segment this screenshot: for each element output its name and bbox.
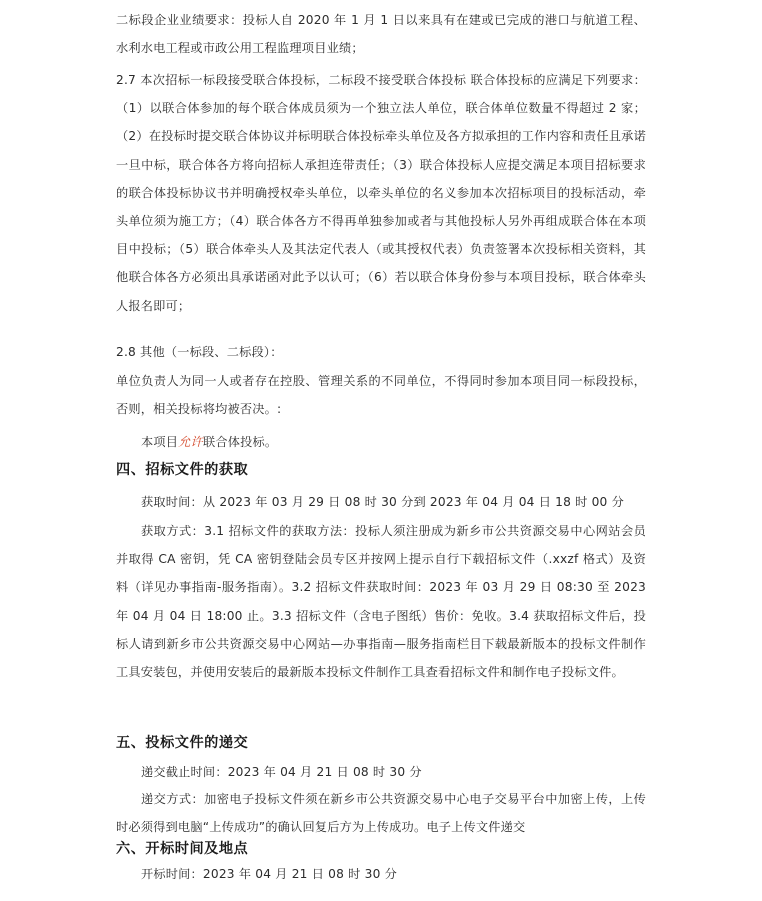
obtain-time-paragraph: 获取时间：从 2023 年 03 月 29 日 08 时 30 分到 2023 年 04 月 04 日 18 时 00 分 bbox=[141, 495, 624, 509]
open-time-paragraph: 开标时间：2023 年 04 月 21 日 08 时 30 分 bbox=[141, 867, 397, 881]
section-6-heading: 六、开标时间及地点 bbox=[116, 841, 249, 857]
consortium-allowed-line bbox=[116, 428, 646, 456]
section-2-8-body: 单位负责人为同一人或者存在控股、管理关系的不同单位，不得同时参加本项目同一标段投标，否则，相关投标将均被否决。: bbox=[116, 374, 646, 417]
section-2-8-title: 2.8 其他（一标段、二标段）： bbox=[116, 345, 283, 359]
obtain-method-paragraph: 获取方式：3.1 招标文件的获取方法：投标人须注册成为新乡市公共资源交易中心网站会员并取得 CA 密钥，凭 CA 密钥登陆会员专区并按网上提示自行下载招标文件（.xxzf 格式）及资料（详见办事指南-服务指南）。3.2 招标文件获取时间：2023 年 03 月 29 日 08:30 至 2023 年 04 月 04 日 18:00 止。3.3 招标文件（含电子图纸）售价：免收。3.4 获取招标文件后，投标人请到新乡市公共资源交易中心网站—办事指南—服务指南栏目下载最新版本的投标文件制作工具安装包，并使用安装后的最新版本投标文件制作工具查看招标文件和制作电子投标文件。 bbox=[116, 524, 646, 680]
section-2-7-paragraph: 2.7 本次招标一标段接受联合体投标，二标段不接受联合体投标 联合体投标的应满足下列要求：（1）以联合体参加的每个联合体成员须为一个独立法人单位，联合体单位数量不得超过 2 家；（2）在投标时提交联合体协议并标明联合体投标牵头单位及各方拟承担的工作内容和责任且承诺一旦中标，联合体各方将向招标人承担连带责任；（3）联合体投标人应提交满足本项目招标要求的联合体投标协议书并明确授权牵头单位，以牵头单位的名义参加本次招标项目的投标活动，牵头单位须为施工方；（4）联合体各方不得再单独参加或者与其他投标人另外再组成联合体在本项目中投标；（5）联合体牵头人及其法定代表人（或其授权代表）负责签署本次投标相关资料，其他联合体各方必须出具承诺函对此予以认可；（6）若以联合体身份参与本项目投标，联合体牵头人报名即可； bbox=[116, 73, 646, 313]
consortium-emphasis: 允许 bbox=[178, 435, 203, 449]
submit-method-paragraph: 递交方式：加密电子投标文件须在新乡市公共资源交易中心电子交易平台中加密上传，上传时必须得到电脑“上传成功”的确认回复后方为上传成功。电子上传文件递交 bbox=[116, 792, 646, 835]
section-5-heading: 五、投标文件的递交 bbox=[116, 735, 249, 751]
consortium-suffix: 联合体投标。 bbox=[202, 435, 278, 449]
lot2-requirement-paragraph: 二标段企业业绩要求：投标人自 2020 年 1 月 1 日以来具有在建或已完成的港口与航道工程、水利水电工程或市政公用工程监理项目业绩； bbox=[116, 13, 646, 56]
section-4-heading: 四、招标文件的获取 bbox=[116, 462, 249, 478]
submit-deadline-paragraph: 递交截止时间：2023 年 04 月 21 日 08 时 30 分 bbox=[141, 765, 422, 779]
consortium-prefix: 本项目 bbox=[141, 435, 179, 449]
